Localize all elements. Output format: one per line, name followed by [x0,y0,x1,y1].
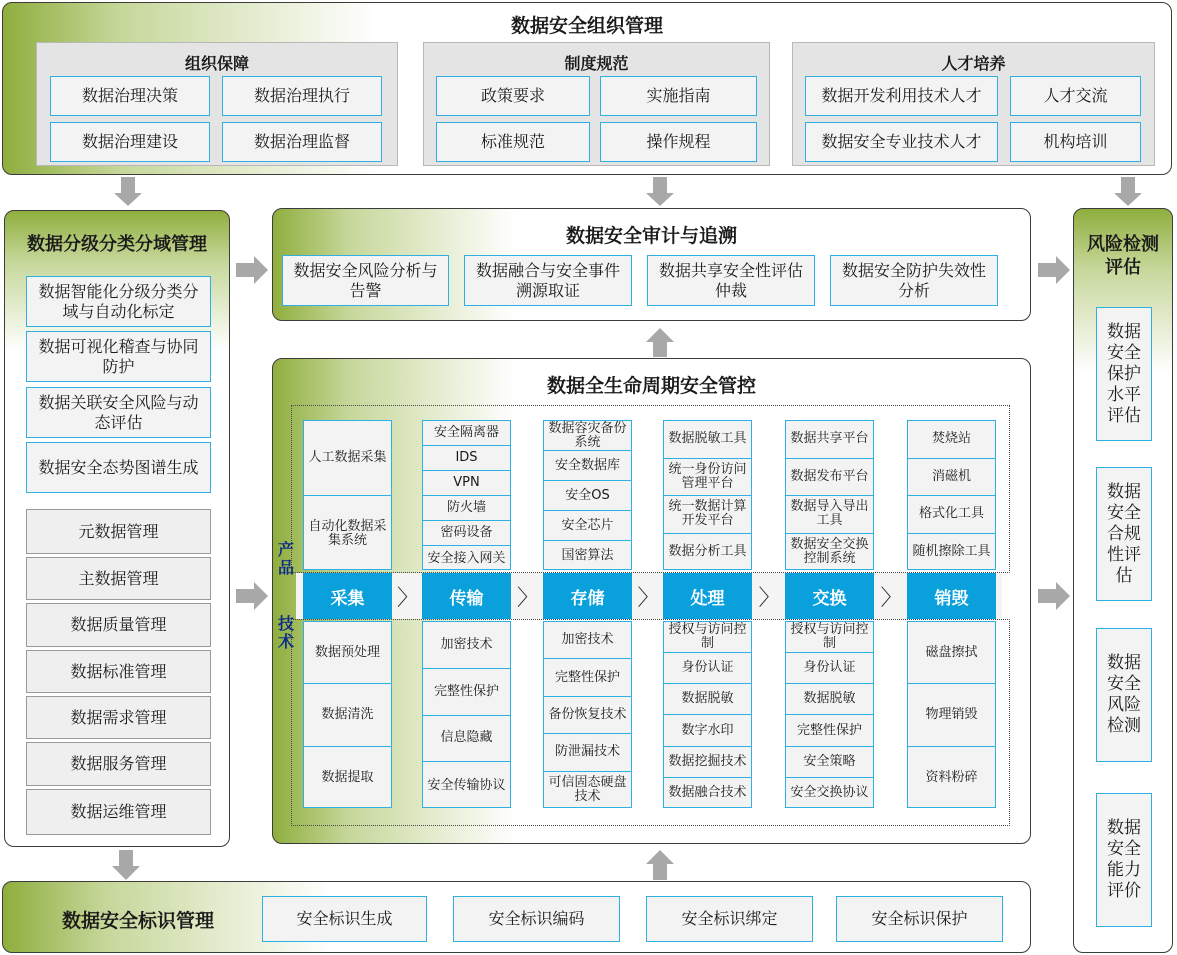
tech-item: 安全策略 [786,747,873,778]
right-arrow-audit-to-risk [1038,256,1070,284]
group-title: 制度规范 [564,54,629,73]
tech-item: 身份认证 [786,653,873,684]
risk-item: 数据安全合规性评估 [1096,467,1152,601]
org-item: 数据治理决策 [50,76,210,116]
product-item: 数据分析工具 [668,544,747,560]
tech-item: 安全交换协议 [790,785,869,801]
classification-item: 数据智能化分级分类分域与自动化标定 [26,276,211,327]
org-item: 数据治理监督 [222,122,382,162]
tech-item: 数据脱敏 [664,684,751,715]
org-item: 人才交流 [1010,76,1141,116]
tech-column [907,621,996,808]
org-item: 政策要求 [436,76,590,116]
audit-item: 数据安全风险分析与告警 [282,255,449,306]
tech-item: 完整性保护 [423,669,510,716]
down-arrow-top-left [114,177,142,206]
tech-column [785,621,874,808]
right-arrow-to-lifecycle [236,582,268,610]
techs-label: 技术 [278,614,295,651]
chevron-right-icon: 〉 [517,586,540,611]
product-item: 统一数据计算开发平台 [664,496,751,534]
risk-item: 数据安全风险检测 [1096,628,1152,762]
product-item: 国密算法 [561,548,614,563]
management-item: 数据运维管理 [26,789,211,835]
product-item: 格式化工具 [908,496,995,534]
org-item: 操作规程 [600,122,757,162]
tech-item: 数据提取 [321,769,374,785]
risk-title: 风险检测评估 [1087,234,1159,278]
techs-frame [291,619,1010,826]
stage-4: 处理 [663,573,752,619]
product-item: 安全接入网关 [427,550,506,566]
risk-item: 数据安全保护水平评估 [1096,307,1152,441]
management-item: 元数据管理 [26,509,211,554]
tech-item: 数据预处理 [304,622,391,684]
label-item: 安全标识保护 [836,896,1003,942]
classification-item: 数据安全态势图谱生成 [26,442,211,493]
tech-item: 身份认证 [664,653,751,684]
tech-item: 备份恢复技术 [544,697,631,734]
org-item: 标准规范 [436,122,590,162]
chevron-right-icon: 〉 [637,586,660,611]
tech-item: 磁盘擦拭 [908,622,995,684]
product-item: 消磁机 [908,459,995,497]
tech-item: 数字水印 [664,716,751,747]
down-arrow-left-to-bottom [112,850,140,880]
tech-item: 完整性保护 [544,659,631,696]
product-item: 统一身份访问管理平台 [664,459,751,497]
product-column [785,420,874,570]
audit-item: 数据共享安全性评估仲裁 [647,255,815,306]
product-column [543,420,632,570]
product-column [303,420,392,570]
tech-item: 安全传输协议 [427,777,506,793]
tech-column [422,621,511,808]
label-management-title: 数据安全标识管理 [61,910,214,932]
product-item: 密码设备 [423,521,510,546]
product-item: 安全OS [544,481,631,511]
tech-item: 可信固态硬盘技术 [548,775,627,805]
org-item: 数据开发利用技术人才 [805,76,998,116]
group-title: 人才培养 [941,54,1006,73]
tech-item: 加密技术 [544,622,631,659]
management-item: 数据需求管理 [26,696,211,739]
management-item: 主数据管理 [26,557,211,600]
down-arrow-top-right [1114,177,1142,206]
products-frame [291,405,1010,573]
tech-item: 防泄漏技术 [544,734,631,771]
down-arrow-top-mid [646,177,674,206]
product-item: 数据导入导出工具 [786,496,873,534]
tech-item: 数据融合技术 [668,785,747,801]
tech-item: 完整性保护 [786,716,873,747]
label-item: 安全标识编码 [453,896,620,942]
org-item: 机构培训 [1010,122,1141,162]
tech-item: 物理销毁 [908,684,995,746]
chevron-right-icon: 〉 [397,586,420,611]
group-title: 组织保障 [184,54,249,73]
tech-column [543,621,632,808]
tech-item: 授权与访问控制 [664,622,751,653]
management-item: 数据质量管理 [26,603,211,647]
org-item: 数据安全专业技术人才 [805,122,998,162]
up-arrow-lifecycle-to-audit [646,328,674,357]
org-item: 实施指南 [600,76,757,116]
label-item: 安全标识生成 [262,896,427,942]
stage-6: 销毁 [907,573,996,619]
product-item: 安全芯片 [544,511,631,541]
tech-item: 授权与访问控制 [786,622,873,653]
product-item: 人工数据采集 [304,421,391,496]
audit-item: 数据安全防护失效性分析 [830,255,998,306]
tech-column [303,621,392,808]
org-item: 数据治理建设 [50,122,210,162]
product-column [422,420,511,570]
product-item: 数据容灾备份系统 [544,421,631,451]
product-item: 自动化数据采集系统 [308,518,387,548]
products-label: 产品 [278,540,295,577]
tech-item: 数据脱敏 [786,684,873,715]
lifecycle-title: 数据全生命周期安全管控 [546,375,756,397]
tech-item: 信息隐藏 [423,716,510,763]
product-item: 随机擦除工具 [912,544,991,560]
product-item: VPN [423,471,510,496]
chevron-right-icon: 〉 [880,586,903,611]
classification-item: 数据可视化稽查与协同防护 [26,331,211,382]
classification-title: 数据分级分类分域管理 [27,234,207,255]
tech-item: 资料粉碎 [925,769,978,785]
audit-item: 数据融合与安全事件溯源取证 [464,255,632,306]
management-item: 数据标准管理 [26,650,211,693]
product-item: 数据共享平台 [786,421,873,459]
product-item: 数据脱敏工具 [664,421,751,459]
org-management-title: 数据安全组织管理 [510,15,663,37]
product-item: IDS [423,446,510,471]
product-item: 安全数据库 [544,451,631,481]
risk-item: 数据安全能力评价 [1096,793,1152,927]
right-arrow-lifecycle-to-risk [1038,582,1070,610]
product-item: 数据发布平台 [786,459,873,497]
tech-item: 加密技术 [423,622,510,669]
label-item: 安全标识绑定 [646,896,813,942]
product-item: 安全隔离器 [423,421,510,446]
tech-column [663,621,752,808]
audit-title: 数据安全审计与追溯 [565,225,737,247]
up-arrow-bottom-to-lifecycle [646,850,674,880]
right-arrow-to-audit [236,256,268,284]
product-column [907,420,996,570]
stage-5: 交换 [785,573,874,619]
org-item: 数据治理执行 [222,76,382,116]
stage-1: 采集 [303,573,392,619]
product-column [663,420,752,570]
stage-2: 传输 [422,573,511,619]
product-item: 焚烧站 [908,421,995,459]
stage-3: 存储 [543,573,632,619]
classification-item: 数据关联安全风险与动态评估 [26,387,211,438]
product-item: 数据安全交换控制系统 [790,537,869,567]
product-item: 防火墙 [423,496,510,521]
tech-item: 数据挖掘技术 [664,747,751,778]
management-item: 数据服务管理 [26,742,211,786]
tech-item: 数据清洗 [304,684,391,746]
chevron-right-icon: 〉 [758,586,781,611]
